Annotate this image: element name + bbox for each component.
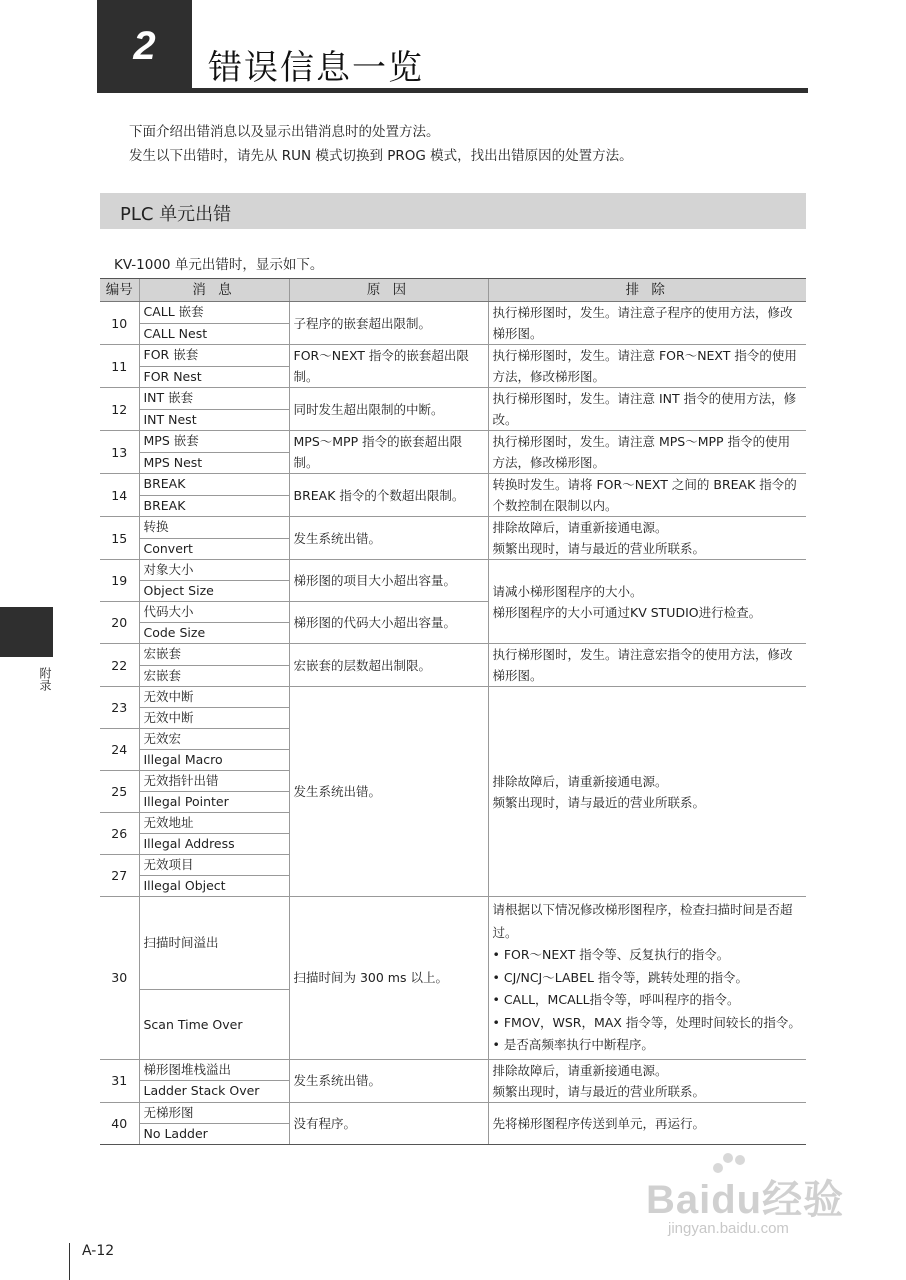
remedy-line: 梯形图程序的大小可通过KV STUDIO进行检查。 bbox=[492, 604, 762, 620]
message-en: FOR Nest bbox=[139, 366, 289, 388]
message-en: Illegal Macro bbox=[139, 750, 289, 771]
message-cn: CALL 嵌套 bbox=[139, 302, 289, 324]
message-cn: 梯形图堆栈溢出 bbox=[139, 1059, 289, 1081]
header-num: 编号 bbox=[100, 279, 139, 302]
error-table bbox=[100, 278, 806, 1145]
remedy-line: 频繁出现时，请与最近的营业所联系。 bbox=[492, 541, 706, 556]
table-row bbox=[100, 897, 806, 990]
remedy-bullet: • FMOV，WSR，MAX 指令等，处理时间较长的指令。 bbox=[492, 1014, 801, 1030]
remedy-bullet: • 是否高频率执行中断程序。 bbox=[492, 1037, 654, 1052]
header-cause: 原 因 bbox=[289, 279, 488, 302]
remedy-intro: 请根据以下情况修改梯形图程序，检查扫描时间是否超过。 bbox=[492, 902, 793, 940]
remedy: 执行梯形图时，发生。请注意 INT 指令的使用方法，修改。 bbox=[488, 388, 806, 431]
remedy-line: 排除故障后，请重新接通电源。 bbox=[492, 773, 668, 789]
cause: 宏嵌套的层数超出制限。 bbox=[289, 644, 488, 687]
remedy bbox=[488, 897, 806, 1060]
message-en: Object Size bbox=[139, 581, 289, 602]
message-cn: 无效地址 bbox=[139, 813, 289, 834]
remedy-bullet: • CALL，MCALL指令等，呼叫程序的指令。 bbox=[492, 992, 740, 1007]
remedy bbox=[488, 560, 806, 644]
cause: 发生系统出错。 bbox=[289, 687, 488, 897]
remedy-bullet: • FOR～NEXT 指令等、反复执行的指令。 bbox=[492, 947, 730, 962]
error-num: 11 bbox=[100, 345, 139, 388]
table-row bbox=[100, 1059, 806, 1081]
chapter-number: 2 bbox=[97, 0, 192, 92]
appendix-tab bbox=[0, 607, 53, 657]
message-cn: 代码大小 bbox=[139, 602, 289, 623]
chapter-title: 错误信息一览 bbox=[208, 48, 424, 88]
message-en: Illegal Object bbox=[139, 876, 289, 897]
message-cn: 无效指针出错 bbox=[139, 771, 289, 792]
error-num: 26 bbox=[100, 813, 139, 855]
message-cn: 无梯形图 bbox=[139, 1102, 289, 1123]
message-en: 无效中断 bbox=[139, 708, 289, 729]
error-num: 14 bbox=[100, 474, 139, 517]
table-row bbox=[100, 644, 806, 666]
error-num: 15 bbox=[100, 517, 139, 560]
cause: 梯形图的代码大小超出容量。 bbox=[289, 602, 488, 644]
table-row bbox=[100, 431, 806, 453]
intro-line-2: 发生以下出错时，请先从 RUN 模式切换到 PROG 模式，找出出错原因的处置方法。 bbox=[129, 148, 633, 164]
error-num: 22 bbox=[100, 644, 139, 687]
cause: 发生系统出错。 bbox=[289, 1059, 488, 1102]
header-message: 消 息 bbox=[139, 279, 289, 302]
table-row bbox=[100, 1102, 806, 1123]
error-num: 40 bbox=[100, 1102, 139, 1144]
section-title: PLC 单元出错 bbox=[120, 204, 232, 225]
message-en: BREAK bbox=[139, 495, 289, 517]
table-header-row bbox=[100, 279, 806, 302]
message-en: Illegal Pointer bbox=[139, 792, 289, 813]
message-en: 宏嵌套 bbox=[139, 665, 289, 687]
table-row bbox=[100, 687, 806, 708]
message-en: CALL Nest bbox=[139, 323, 289, 345]
error-num: 23 bbox=[100, 687, 139, 729]
message-en: Ladder Stack Over bbox=[139, 1081, 289, 1103]
error-num: 13 bbox=[100, 431, 139, 474]
intro-text bbox=[129, 120, 633, 168]
remedy: 执行梯形图时，发生。请注意 MPS～MPP 指令的使用方法，修改梯形图。 bbox=[488, 431, 806, 474]
section-heading bbox=[100, 193, 806, 229]
message-en: Code Size bbox=[139, 623, 289, 644]
error-num: 27 bbox=[100, 855, 139, 897]
remedy-line: 频繁出现时，请与最近的营业所联系。 bbox=[492, 794, 706, 810]
watermark-logo: Baidu经验 bbox=[646, 1178, 845, 1222]
cause: 梯形图的项目大小超出容量。 bbox=[289, 560, 488, 602]
remedy-bullet: • CJ/NCJ～LABEL 指令等，跳转处理的指令。 bbox=[492, 969, 748, 985]
table-row bbox=[100, 302, 806, 324]
table-caption: KV-1000 单元出错时，显示如下。 bbox=[114, 257, 324, 273]
remedy: 执行梯形图时，发生。请注意 FOR～NEXT 指令的使用方法，修改梯形图。 bbox=[488, 345, 806, 388]
message-cn: 宏嵌套 bbox=[139, 644, 289, 666]
error-num: 12 bbox=[100, 388, 139, 431]
error-num: 31 bbox=[100, 1059, 139, 1102]
remedy-line: 频繁出现时，请与最近的营业所联系。 bbox=[492, 1083, 706, 1099]
message-cn: 转换 bbox=[139, 517, 289, 539]
table-row bbox=[100, 345, 806, 367]
message-cn: 无效宏 bbox=[139, 729, 289, 750]
cause: FOR～NEXT 指令的嵌套超出限制。 bbox=[289, 345, 488, 388]
message-cn: 无效项目 bbox=[139, 855, 289, 876]
intro-line-1: 下面介绍出错消息以及显示出错消息时的处置方法。 bbox=[129, 124, 440, 140]
remedy: 先将梯形图程序传送到单元，再运行。 bbox=[488, 1102, 806, 1144]
error-num: 24 bbox=[100, 729, 139, 771]
remedy: 执行梯形图时，发生。请注意宏指令的使用方法，修改梯形图。 bbox=[488, 644, 806, 687]
watermark-url: jingyan.baidu.com bbox=[668, 1220, 789, 1237]
message-cn: INT 嵌套 bbox=[139, 388, 289, 410]
table-row bbox=[100, 474, 806, 496]
baidu-watermark bbox=[640, 1150, 870, 1250]
error-num: 19 bbox=[100, 560, 139, 602]
remedy: 转换时发生。请将 FOR～NEXT 之间的 BREAK 指令的个数控制在限制以内。 bbox=[488, 474, 806, 517]
message-cn: 对象大小 bbox=[139, 560, 289, 581]
error-num: 25 bbox=[100, 771, 139, 813]
message-cn: MPS 嵌套 bbox=[139, 431, 289, 453]
message-cn: FOR 嵌套 bbox=[139, 345, 289, 367]
message-en: Illegal Address bbox=[139, 834, 289, 855]
remedy-line: 请减小梯形图程序的大小。 bbox=[492, 583, 643, 599]
table-row bbox=[100, 517, 806, 539]
remedy bbox=[488, 687, 806, 897]
cause: 扫描时间为 300 ms 以上。 bbox=[289, 897, 488, 1060]
message-en: MPS Nest bbox=[139, 452, 289, 474]
message-en: No Ladder bbox=[139, 1123, 289, 1144]
header-rule bbox=[97, 88, 808, 93]
cause: 发生系统出错。 bbox=[289, 517, 488, 560]
message-en: INT Nest bbox=[139, 409, 289, 431]
error-num: 10 bbox=[100, 302, 139, 345]
cause: BREAK 指令的个数超出限制。 bbox=[289, 474, 488, 517]
message-en: Convert bbox=[139, 538, 289, 560]
cause: 没有程序。 bbox=[289, 1102, 488, 1144]
message-cn: BREAK bbox=[139, 474, 289, 496]
remedy bbox=[488, 1059, 806, 1102]
header-remedy: 排 除 bbox=[488, 279, 806, 302]
footer-rule bbox=[69, 1243, 70, 1280]
cause: 同时发生超出限制的中断。 bbox=[289, 388, 488, 431]
error-num: 20 bbox=[100, 602, 139, 644]
message-cn: 无效中断 bbox=[139, 687, 289, 708]
message-cn: 扫描时间溢出 bbox=[139, 897, 289, 990]
appendix-tab-label: 附录 bbox=[38, 667, 52, 691]
table-row bbox=[100, 388, 806, 410]
cause: MPS～MPP 指令的嵌套超出限制。 bbox=[289, 431, 488, 474]
page-number: A-12 bbox=[82, 1243, 115, 1259]
remedy-line: 排除故障后，请重新接通电源。 bbox=[492, 1062, 668, 1078]
remedy-line: 排除故障后，请重新接通电源。 bbox=[492, 520, 668, 535]
table-row bbox=[100, 560, 806, 581]
remedy bbox=[488, 517, 806, 560]
cause: 子程序的嵌套超出限制。 bbox=[289, 302, 488, 345]
message-en: Scan Time Over bbox=[139, 989, 289, 1059]
remedy: 执行梯形图时，发生。请注意子程序的使用方法，修改梯形图。 bbox=[488, 302, 806, 345]
error-num: 30 bbox=[100, 897, 139, 1060]
